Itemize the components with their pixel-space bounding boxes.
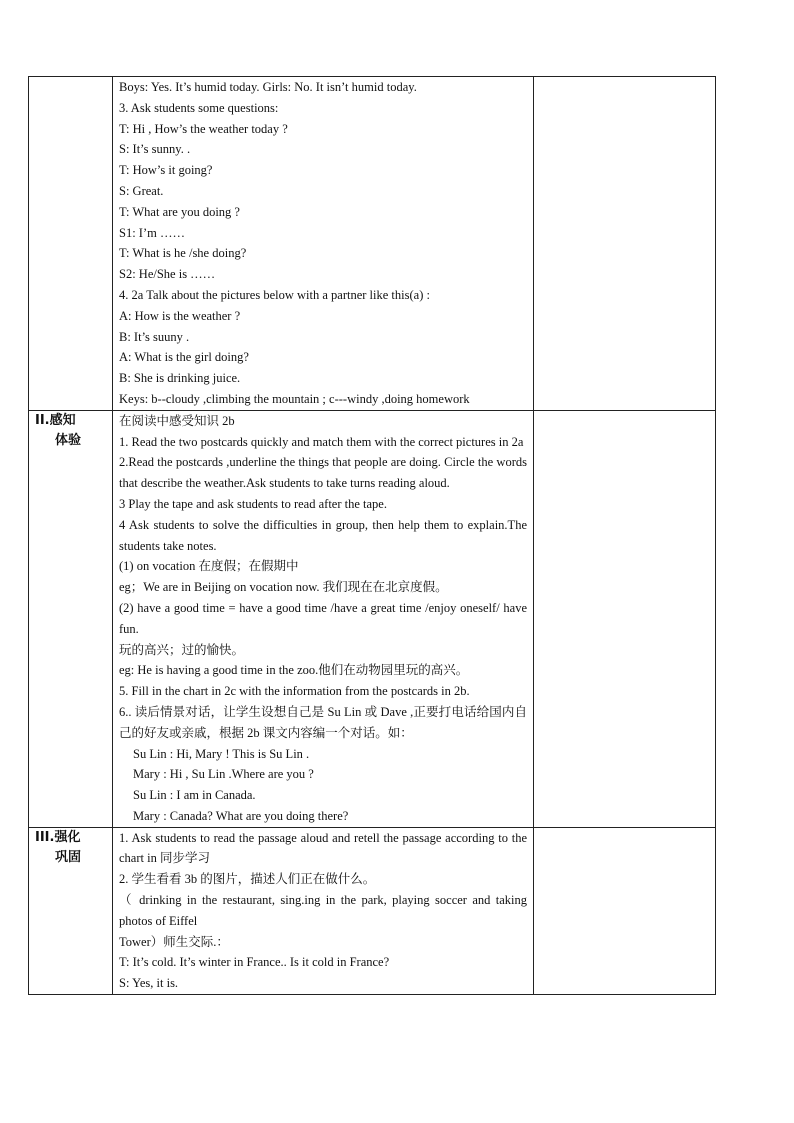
content-line: S1: I’m …… [119,225,185,240]
table-row [29,827,716,994]
content-line: Mary : Hi , Su Lin .Where are you ? [133,767,314,782]
content-line: B: She is drinking juice. [119,371,241,386]
content-line: T: It’s cold. It’s winter in France.. Is it cold in France? [119,955,390,970]
content-line: 4. 2a Talk about the pictures below with a partner like this(a) : [119,287,430,302]
notes-cell [534,410,716,827]
content-line: 玩的高兴；过的愉快。 [119,642,245,657]
stage-label-cell [29,410,113,827]
content-line: 2.Read the postcards ,underline the things that people are doing. Circle the words that describe the weather.Ask students to take turns reading aloud. [119,455,527,491]
content-line: S: Yes, it is. [119,976,179,991]
stage-label: II.感知 [35,412,76,428]
procedure-cell [113,77,534,411]
content-line: (1) on vocation 在度假；在假期中 [119,559,299,574]
content-line: Su Lin : Hi, Mary ! This is Su Lin . [133,746,310,761]
stage-label: 巩固 [55,849,82,865]
content-line: Su Lin : I am in Canada. [133,788,256,803]
content-line: B: It’s suuny . [119,329,190,344]
content-line: 在阅读中感受知识 2b [119,413,235,428]
notes-cell [534,77,716,411]
table-row [29,410,716,827]
content-line: (2) have a good time = have a good time /have a great time /enjoy oneself/ have fun. [119,600,527,636]
content-line: 1. Ask students to read the passage aloud and retell the passage according to the chart in 同步学习 [119,830,527,866]
content-line: 6.. 读后情景对话，让学生设想自己是 Su Lin 或 Dave ,正要打电话给国内自己的好友或亲戚，根据 2b 课文内容编一个对话。如： [119,704,527,740]
procedure-cell [113,827,534,994]
content-line: T: How’s it going? [119,163,213,178]
content-line: A: How is the weather ? [119,308,241,323]
content-line: eg；We are in Beijing on vocation now. 我们现在在北京度假。 [119,580,448,595]
content-line: S: Great. [119,183,164,198]
content-line: S2: He/She is …… [119,267,216,282]
content-line: Mary : Canada? What are you doing there? [133,808,349,823]
content-line: T: What are you doing ? [119,204,240,219]
content-line: Boys: Yes. It’s humid today. Girls: No. It isn’t humid today. [119,80,417,94]
content-line: Tower）师生交际.： [119,934,229,949]
content-line: S: It’s sunny. . [119,142,191,157]
procedure-cell [113,410,534,827]
stage-label: 体验 [55,432,82,448]
notes-cell [534,827,716,994]
content-line: 3. Ask students some questions: [119,100,279,115]
content-line: 3 Play the tape and ask students to read after the tape. [119,496,387,511]
content-line: 4 Ask students to solve the difficulties in group, then help them to explain.The students take notes. [119,517,527,553]
lesson-plan-table [28,76,716,995]
content-line: eg: He is having a good time in the zoo.他们在动物园里玩的高兴。 [119,663,469,678]
stage-label-cell [29,827,113,994]
content-line: A: What is the girl doing? [119,350,249,365]
stage-label-cell [29,77,113,411]
stage-label: III.强化 [35,829,81,845]
content-line: 1. Read the two postcards quickly and match them with the correct pictures in 2a [119,434,524,449]
content-line: Keys: b--cloudy ,climbing the mountain ; c---windy ,doing homework [119,391,470,406]
table-row [29,77,716,411]
content-line: T: Hi , How’s the weather today ? [119,121,288,136]
content-line: （ drinking in the restaurant, sing.ing in the park, playing soccer and taking photos of Eiffel [119,893,527,928]
content-line: 2. 学生看看 3b 的图片，描述人们正在做什么。 [119,872,376,887]
content-line: 5. Fill in the chart in 2c with the information from the postcards in 2b. [119,684,470,699]
content-line: T: What is he /she doing? [119,246,247,261]
